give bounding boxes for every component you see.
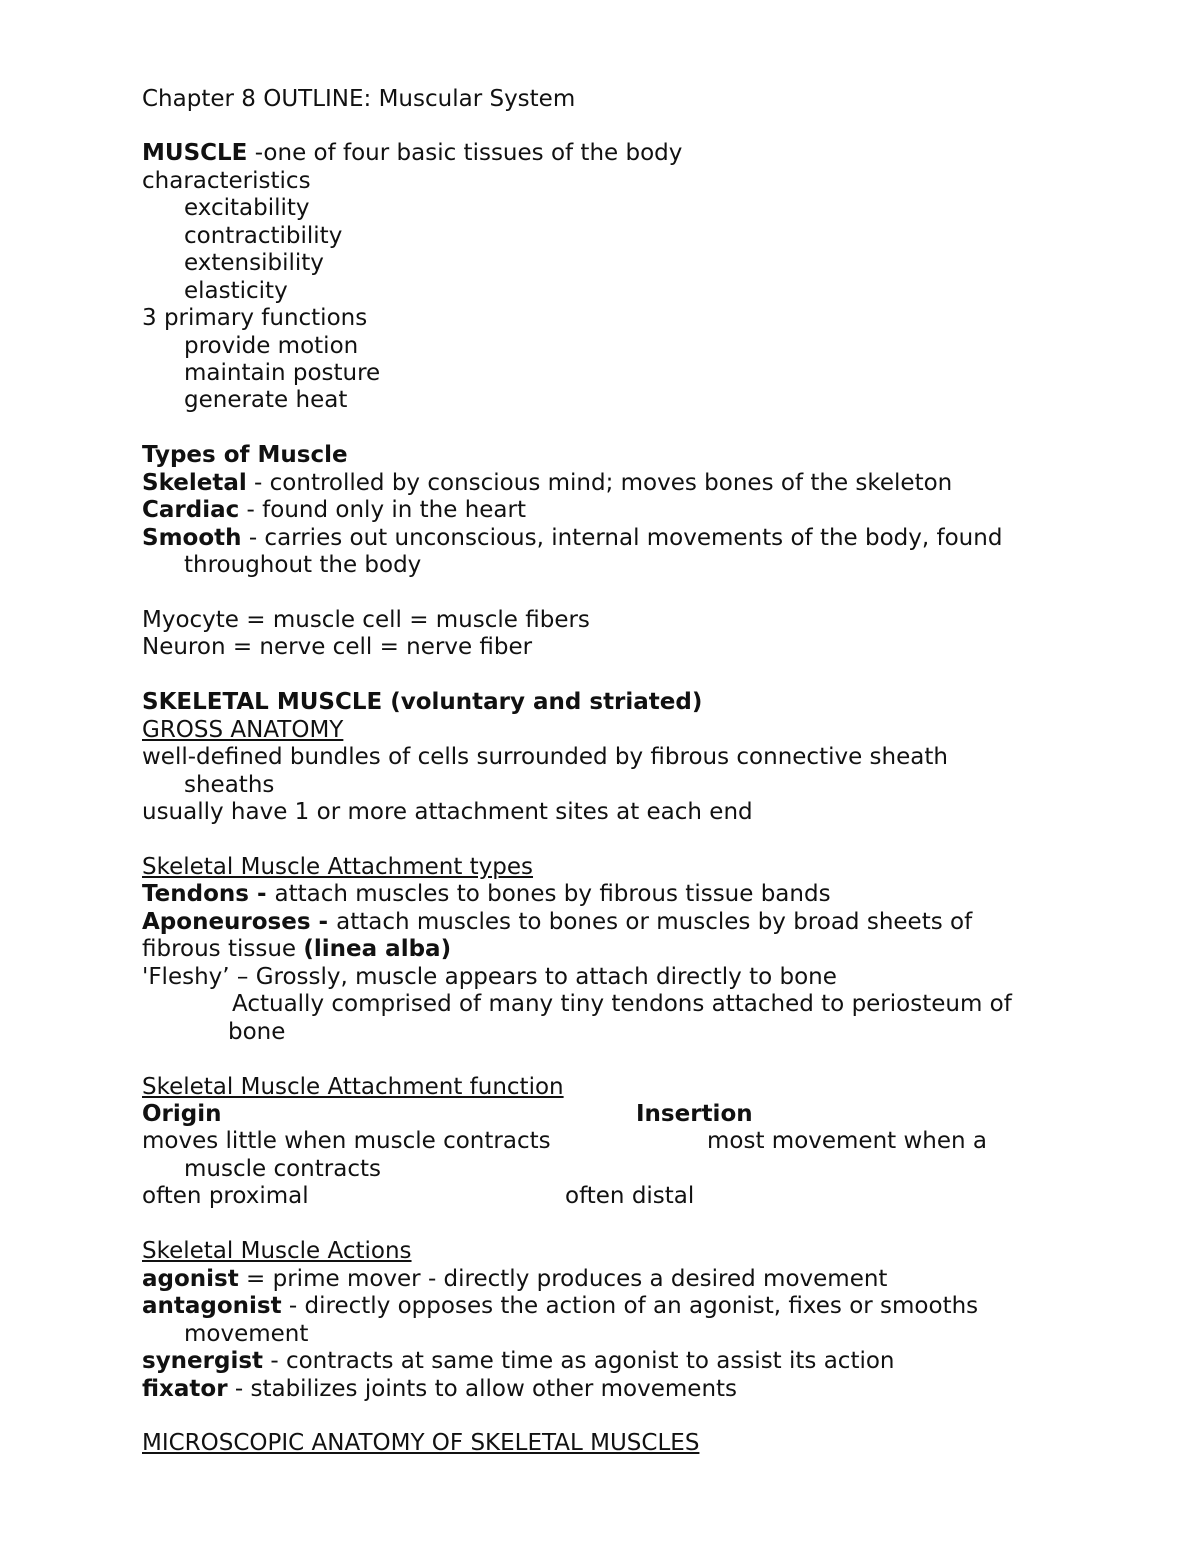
bold-note: (linea alba) — [303, 936, 452, 962]
types-heading — [142, 441, 348, 469]
definition: - directly opposes the action of an agonist, fixes or smooths — [281, 1293, 979, 1319]
origin-header — [142, 1100, 222, 1128]
skeletal-muscle-heading — [142, 688, 702, 716]
term: MUSCLE — [142, 140, 248, 166]
list-item: excitability — [184, 195, 310, 221]
page-title: Chapter 8 OUTLINE: Muscular System — [142, 86, 576, 112]
definition: - found only in the heart — [239, 497, 526, 523]
definition: - contracts at same time as agonist to assist its action — [263, 1348, 895, 1374]
cardiac-type — [142, 496, 526, 524]
aponeuroses-line — [142, 908, 972, 936]
heading-text: SKELETAL MUSCLE (voluntary and striated) — [142, 689, 703, 715]
definition: attach muscles to bones or muscles by broad sheets of — [336, 909, 973, 935]
fleshy-line: 'Fleshy’ – Grossly, muscle appears to attach directly to bone — [142, 964, 837, 990]
muscle-definition — [142, 139, 682, 167]
myocyte-line: Myocyte = muscle cell = muscle fibers — [142, 607, 590, 633]
insertion-cell-continued: muscle contracts — [184, 1156, 381, 1182]
antagonist-line — [142, 1292, 978, 1320]
term: fixator — [142, 1376, 228, 1402]
gross-line: usually have 1 or more attachment sites at each end — [142, 799, 753, 825]
skeletal-type — [142, 469, 952, 497]
term: Skeletal — [142, 470, 247, 496]
definition: - carries out unconscious, internal movements of the body, found — [241, 525, 1003, 551]
synergist-line — [142, 1347, 895, 1375]
gross-line-continued: sheaths — [184, 772, 275, 798]
gross-line: well-defined bundles of cells surrounded by fibrous connective sheath — [142, 744, 948, 770]
continued-text: fibrous tissue — [142, 936, 304, 962]
fixator-line — [142, 1375, 737, 1403]
fleshy-continued: bone — [228, 1019, 286, 1045]
term: Smooth — [142, 525, 242, 551]
origin-cell: often proximal — [142, 1183, 309, 1209]
list-item: contractibility — [184, 223, 343, 249]
heading-text: Origin — [142, 1101, 222, 1127]
insertion-header — [636, 1100, 753, 1128]
attachment-types-heading: Skeletal Muscle Attachment types — [142, 854, 534, 880]
definition: = prime mover - directly produces a desired movement — [238, 1266, 888, 1292]
definition: - stabilizes joints to allow other movements — [227, 1376, 738, 1402]
insertion-cell: most movement when a — [707, 1128, 988, 1154]
gross-anatomy-heading: GROSS ANATOMY — [142, 717, 344, 743]
definition: attach muscles to bones by fibrous tissue bands — [274, 881, 831, 907]
term: synergist — [142, 1348, 264, 1374]
aponeuroses-continued — [142, 935, 451, 963]
term: antagonist — [142, 1293, 282, 1319]
definition: -one of four basic tissues of the body — [247, 140, 683, 166]
characteristics-label: characteristics — [142, 168, 311, 194]
microscopic-anatomy-heading: MICROSCOPIC ANATOMY OF SKELETAL MUSCLES — [142, 1430, 700, 1456]
antagonist-continued: movement — [184, 1321, 309, 1347]
smooth-type — [142, 524, 1002, 552]
neuron-line: Neuron = nerve cell = nerve fiber — [142, 634, 533, 660]
heading-text: Insertion — [636, 1101, 753, 1127]
list-item: provide motion — [184, 333, 359, 359]
term: agonist — [142, 1266, 239, 1292]
agonist-line — [142, 1265, 887, 1293]
term: Cardiac — [142, 497, 240, 523]
term: Tendons - — [142, 881, 275, 907]
list-item: maintain posture — [184, 360, 381, 386]
origin-cell: moves little when muscle contracts — [142, 1128, 551, 1154]
heading-text: Types of Muscle — [142, 442, 348, 468]
term: Aponeuroses - — [142, 909, 337, 935]
smooth-type-continued: throughout the body — [184, 552, 422, 578]
functions-label: 3 primary functions — [142, 305, 368, 331]
list-item: generate heat — [184, 387, 348, 413]
fleshy-continued: Actually comprised of many tiny tendons attached to periosteum of — [232, 991, 1012, 1017]
attachment-function-heading: Skeletal Muscle Attachment function — [142, 1074, 564, 1100]
list-item: elasticity — [184, 278, 288, 304]
insertion-cell: often distal — [565, 1183, 695, 1209]
tendons-line — [142, 880, 831, 908]
definition: - controlled by conscious mind; moves bones of the skeleton — [246, 470, 953, 496]
list-item: extensibility — [184, 250, 324, 276]
actions-heading: Skeletal Muscle Actions — [142, 1238, 412, 1264]
